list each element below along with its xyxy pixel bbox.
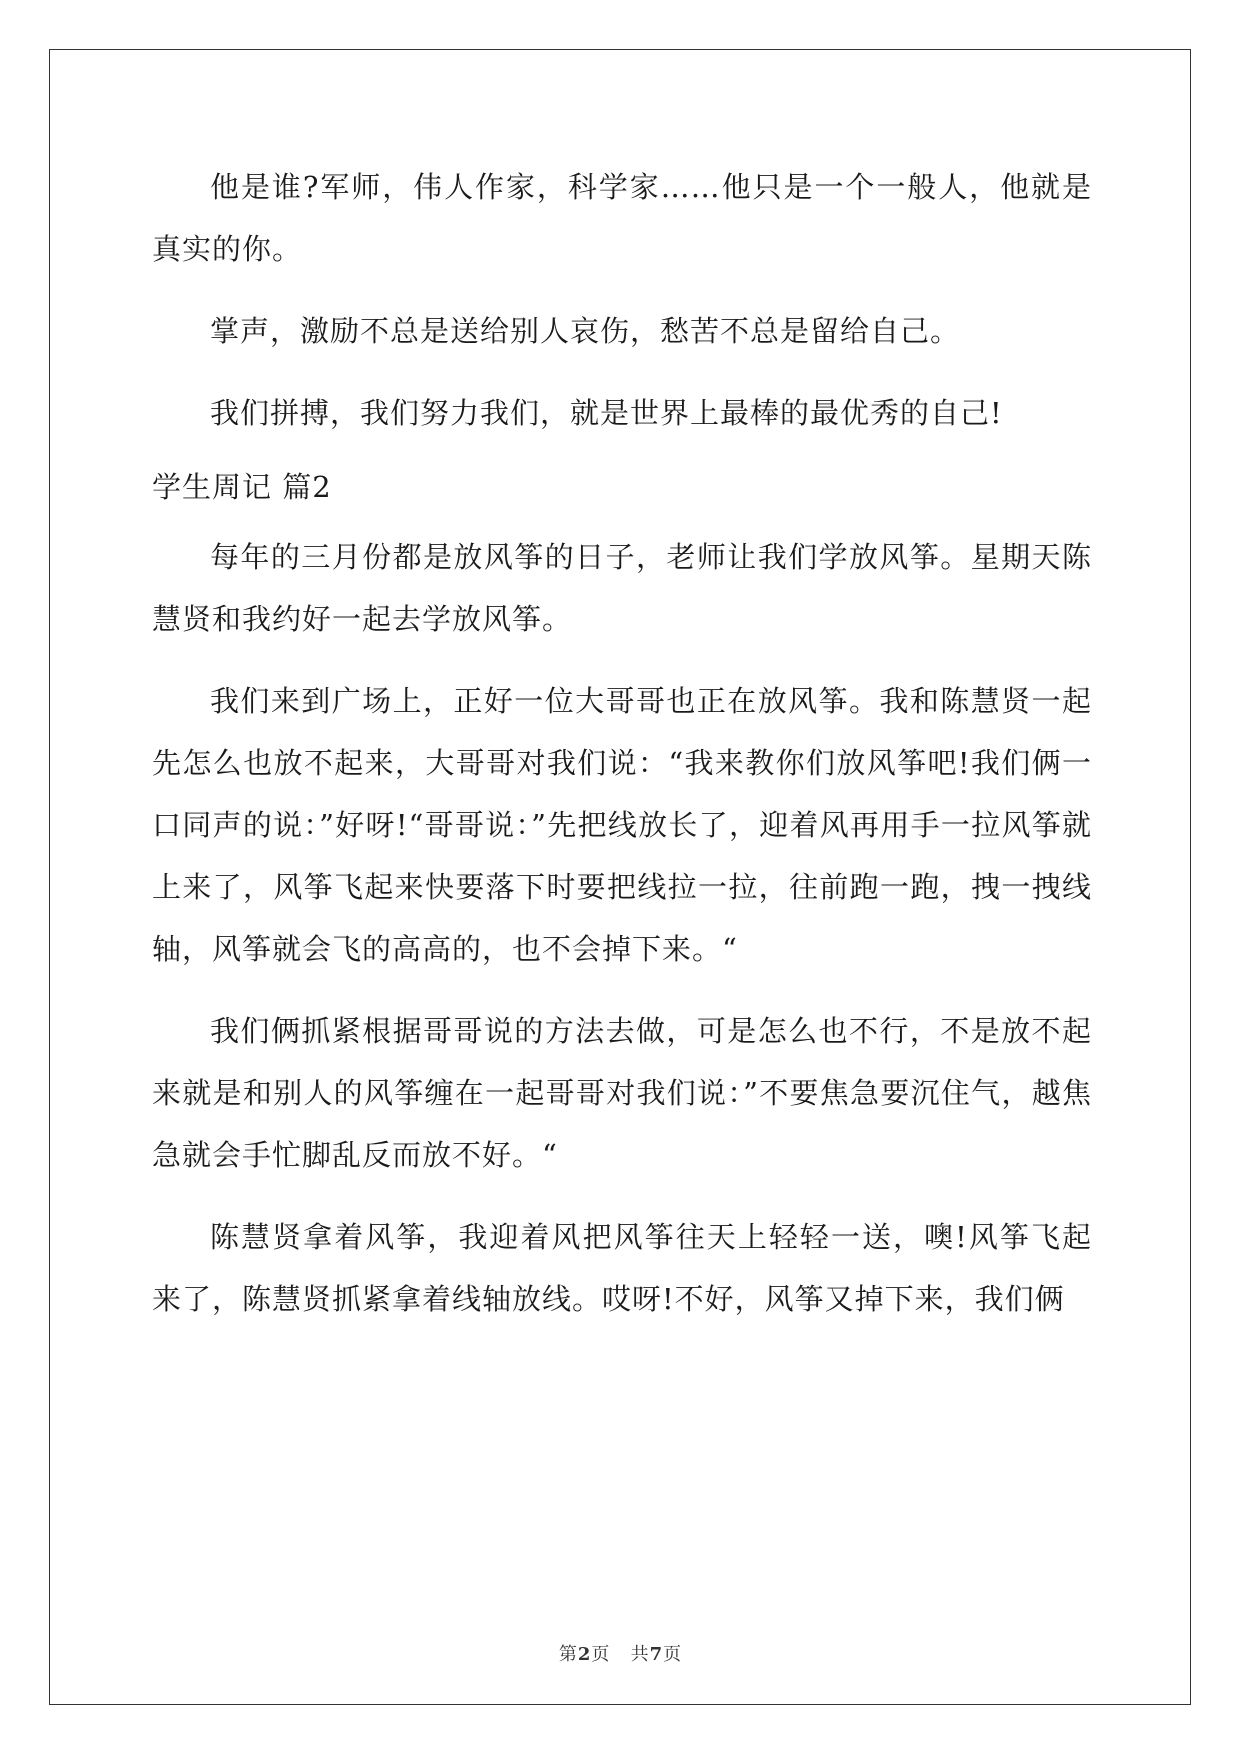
total-suffix: 页 — [663, 1644, 683, 1665]
section-heading: 学生周记 篇2 — [152, 470, 332, 504]
page-total: 7 — [649, 1644, 664, 1665]
paragraph: 我们俩抓紧根据哥哥说的方法去做，可是怎么也不行，不是放不起来就是和别人的风筝缠在一起哥哥对我们说：”不要焦急要沉住气，越焦急就会手忙脚乱反而放不好。“ — [152, 1014, 1092, 1172]
page-current: 2 — [577, 1644, 592, 1665]
paragraph: 每年的三月份都是放风筝的日子，老师让我们学放风筝。星期天陈慧贤和我约好一起去学放风筝。 — [152, 540, 1092, 636]
paragraph: 掌声，激励不总是送给别人哀伤，愁苦不总是留给自己。 — [210, 314, 961, 348]
page-prefix: 第 — [558, 1644, 578, 1665]
paragraph: 陈慧贤拿着风筝，我迎着风把风筝往天上轻轻一送，噢!风筝飞起来了，陈慧贤抓紧拿着线轴放线。哎呀!不好，风筝又掉下来，我们俩 — [152, 1220, 1092, 1316]
paragraph: 他是谁?军师，伟人作家，科学家……他只是一个一般人，他就是真实的你。 — [152, 170, 1092, 266]
page-suffix: 页 — [591, 1644, 611, 1665]
page-number-footer — [0, 1640, 1241, 1666]
total-prefix: 共 — [630, 1644, 650, 1665]
document-body — [152, 156, 1092, 1350]
paragraph: 我们拼搏，我们努力我们，就是世界上最棒的最优秀的自己! — [210, 396, 1003, 430]
paragraph: 我们来到广场上，正好一位大哥哥也正在放风筝。我和陈慧贤一起先怎么也放不起来，大哥哥对我们说：“我来教你们放风筝吧!我们俩一口同声的说：”好呀!“哥哥说：”先把线放长了，迎着风再用手一拉风筝就上来了，风筝飞起来快要落下时要把线拉一拉，往前跑一跑，拽一拽线轴，风筝就会飞的高高的，也不会掉下来。“ — [152, 684, 1092, 966]
